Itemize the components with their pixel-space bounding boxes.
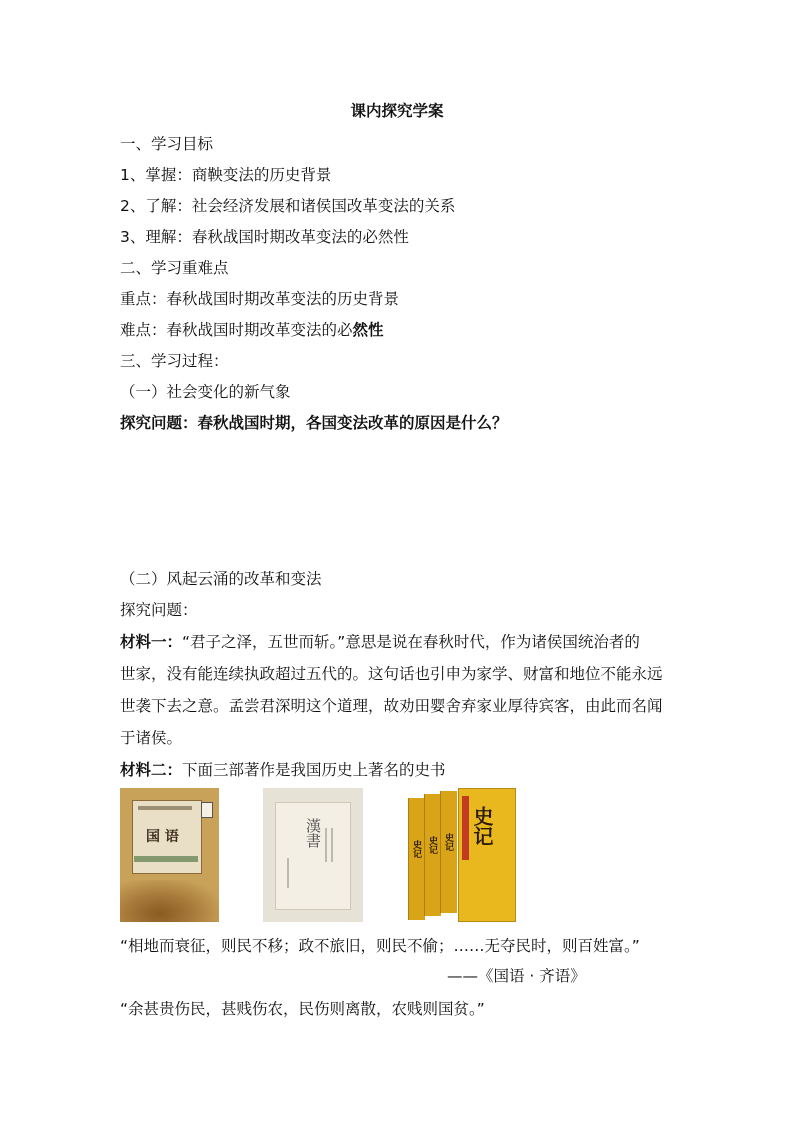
material-1-line-1: [120, 632, 640, 652]
objective-item-2: 2、了解：社会经济发展和诸侯国改革变法的关系: [120, 197, 456, 215]
quote-2: “余甚贵伤民，甚贱伤农，民伤则离散，农贱则国贫。”: [120, 1000, 485, 1018]
material-1-line-4: 于诸侯。: [120, 729, 183, 747]
print-column: [325, 828, 327, 862]
book-cover-guoyu: [120, 788, 219, 922]
material-2-line: [120, 760, 446, 780]
section-heading-process: 三、学习过程：: [120, 352, 229, 370]
inquiry-question-2: 探究问题：: [120, 601, 198, 619]
book-cover-hanshu: [263, 788, 363, 922]
cover-band: [134, 856, 198, 862]
series-label-bar: [138, 806, 192, 810]
material-1-label: 材料一：: [120, 633, 183, 651]
book-spine: [440, 791, 457, 913]
cloud-pattern: [120, 880, 219, 922]
page-title: 课内探究学案: [350, 102, 444, 120]
difficult-point: [120, 320, 384, 340]
material-1-line-2: 世家，没有能连续执政超过五代的。这句话也引申为家学、财富和地位不能永远: [120, 665, 663, 683]
material-1-line-3: 世袭下去之意。孟尝君深明这个道理，故劝田婴舍弃家业厚待宾客，由此而名闻: [120, 697, 663, 715]
quote-1-source: ——《国语 · 齐语》: [447, 967, 586, 985]
material-1-text: “君子之泽，五世而斩。”意思是说在春秋时代，作为诸侯国统治者的: [182, 633, 640, 651]
book-title-guoyu: 国 语: [146, 829, 179, 845]
print-column: [331, 828, 333, 862]
publisher-badge-icon: [201, 802, 213, 818]
key-point: 重点：春秋战国时期改革变法的历史背景: [120, 290, 400, 308]
difficult-point-emphasis: 然性: [352, 321, 384, 339]
book-spine: [408, 798, 425, 920]
book-spine: [424, 794, 441, 916]
section-heading-objectives: 一、学习目标: [120, 135, 214, 153]
inquiry-question-1: 探究问题：春秋战国时期，各国变法改革的原因是什么？: [120, 414, 508, 432]
objective-item-1: 1、掌握：商鞅变法的历史背景: [120, 166, 332, 184]
red-label-strip: [462, 796, 469, 860]
material-2-label: 材料二：: [120, 761, 183, 779]
spine-title: 史记: [411, 840, 421, 858]
difficult-point-text: 难点：春秋战国时期改革变法的必: [120, 321, 353, 339]
objective-item-3: 3、理解：春秋战国时期改革变法的必然性: [120, 228, 409, 246]
subsection-heading-2: （二）风起云涌的改革和变法: [120, 570, 322, 588]
material-2-text: 下面三部著作是我国历史上著名的史书: [182, 761, 446, 779]
section-heading-key-points: 二、学习重难点: [120, 259, 229, 277]
print-column: [287, 858, 289, 888]
quote-1: “相地而衰征，则民不移；政不旅旧，则民不偷；……无夺民时，则百姓富。”: [120, 937, 640, 955]
book-title-hanshu: 漢書: [304, 818, 322, 848]
subsection-heading-1: （一）社会变化的新气象: [120, 383, 291, 401]
spine-title: 史记: [427, 836, 437, 854]
book-set-shiji: [406, 788, 518, 922]
spine-title: 史记: [443, 833, 453, 851]
book-title-shiji: 史记: [470, 806, 494, 846]
